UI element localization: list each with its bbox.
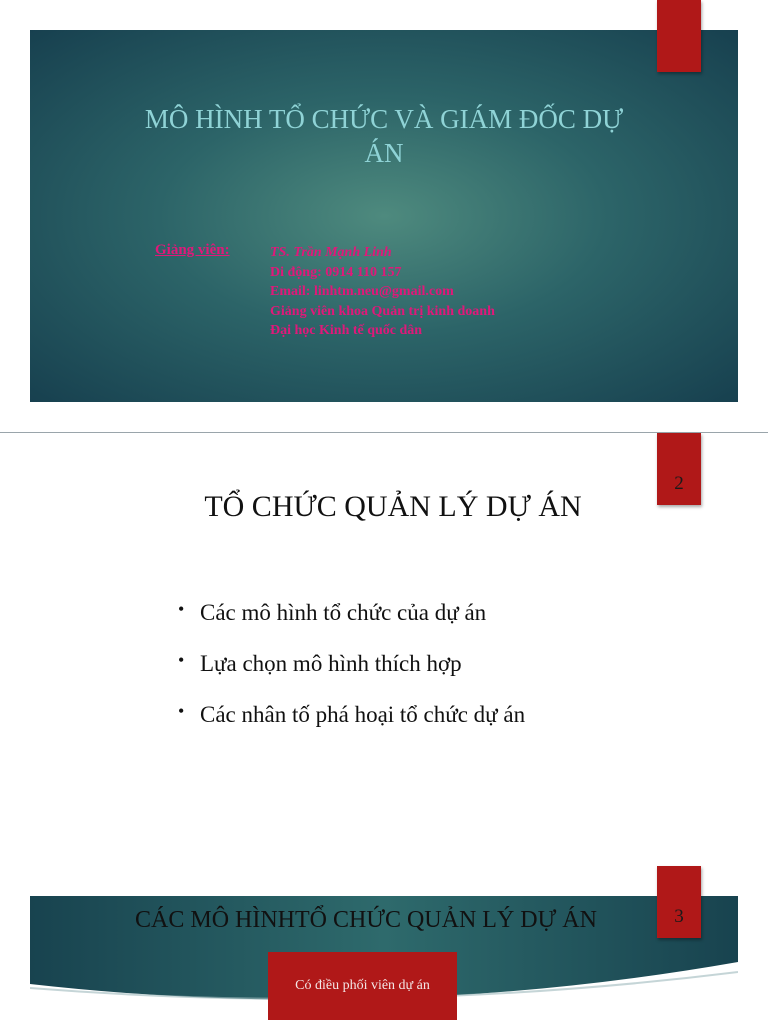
slide-number: 3 xyxy=(674,906,684,927)
bullet-icon: • xyxy=(178,599,185,619)
list-item: • Các mô hình tổ chức của dự án xyxy=(178,599,487,625)
lecturer-info xyxy=(270,243,495,341)
lecturer-phone: Di động: 0914 110 157 xyxy=(270,264,402,280)
bullet-icon: • xyxy=(178,701,185,721)
slide-tab xyxy=(657,0,701,72)
list-item: • Lựa chọn mô hình thích hợp xyxy=(178,650,462,676)
lecturer-email: Email: linhtm.neu@gmail.com xyxy=(270,284,454,299)
slide-title: MÔ HÌNH TỔ CHỨC VÀ GIÁM ĐỐC DỰ ÁN xyxy=(144,104,624,168)
bullet-icon: • xyxy=(178,650,185,670)
diagram-box: Có điều phối viên dự án xyxy=(268,952,457,1020)
slide-number: 2 xyxy=(674,473,684,494)
lecturer-faculty: Giảng viên khoa Quản trị kinh doanh xyxy=(270,303,495,319)
lecturer-name: TS. Trần Mạnh Linh xyxy=(270,245,392,260)
lecturer-university: Đại học Kinh tế quốc dân xyxy=(270,323,423,338)
slide-title: CÁC MÔ HÌNHTỔ CHỨC QUẢN LÝ DỰ ÁN xyxy=(135,907,597,933)
bullet-list xyxy=(178,600,525,753)
lecturer-label: Giảng viên: xyxy=(155,242,230,258)
title-slide xyxy=(30,30,738,402)
slide-divider xyxy=(0,432,768,433)
slide-number-tab xyxy=(657,866,701,938)
list-item: • Các nhân tố phá hoại tổ chức dự án xyxy=(178,701,526,727)
slide-title: TỔ CHỨC QUẢN LÝ DỰ ÁN xyxy=(204,490,582,523)
